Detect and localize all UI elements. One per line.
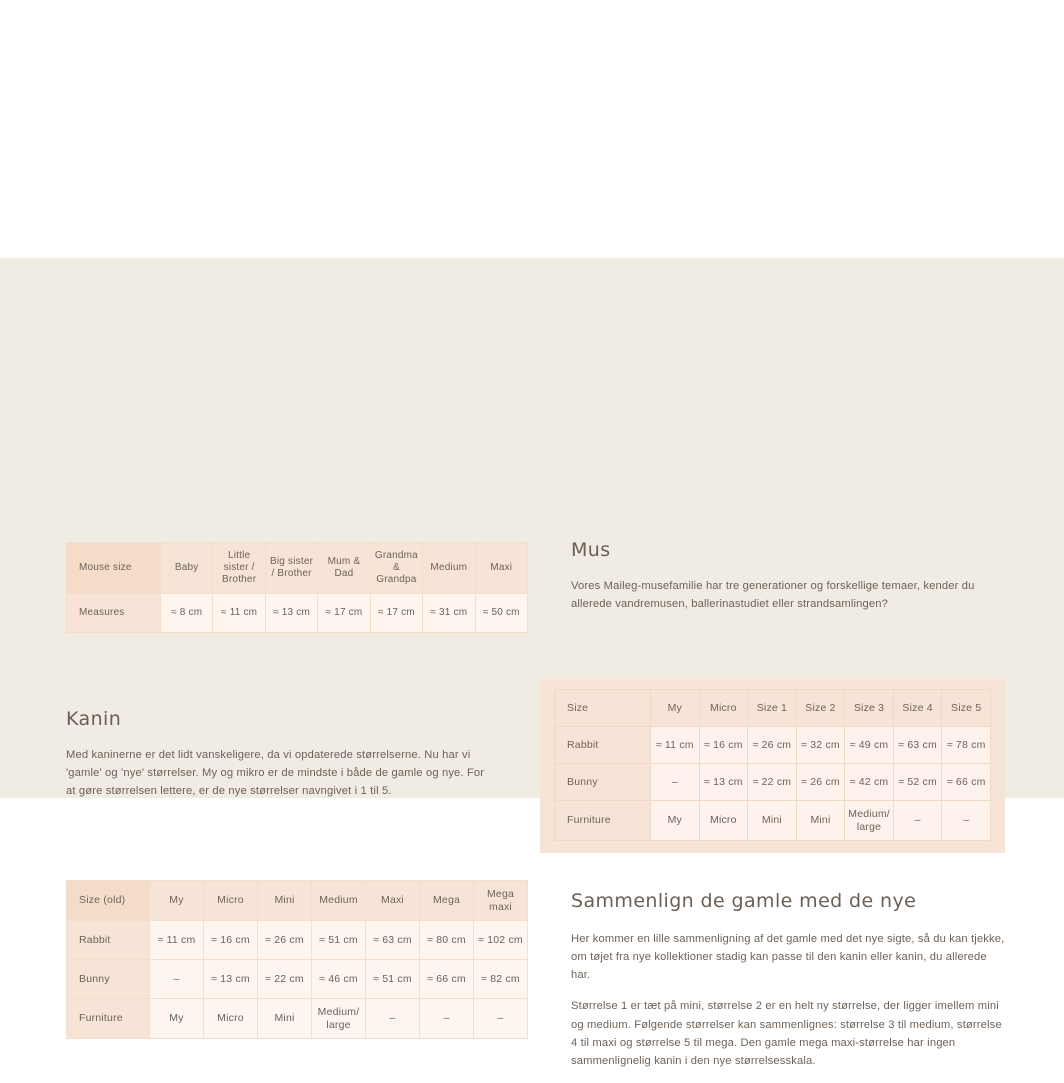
new-rabbit-size-table — [554, 689, 991, 841]
table-cell: ≈ 80 cm — [420, 921, 474, 960]
mouse-section-title: Mus — [571, 539, 611, 561]
table-cell: ≈ 102 cm — [474, 921, 528, 960]
table-header-cell: Size (old) — [67, 881, 150, 921]
table-header-cell: My — [150, 881, 204, 921]
table-row-header: Bunny — [555, 764, 651, 801]
table-cell: ≈ 46 cm — [312, 960, 366, 999]
table-cell: ≈ 82 cm — [474, 960, 528, 999]
table-header-cell: Maxi — [475, 543, 527, 594]
mouse-section — [571, 539, 991, 626]
table-header-cell: Size 2 — [796, 690, 845, 727]
table-row-header: Bunny — [67, 960, 150, 999]
mouse-size-table — [66, 542, 528, 633]
table-cell: – — [651, 764, 700, 801]
table-cell: – — [893, 801, 942, 841]
table-row — [67, 921, 528, 960]
table-cell: ≈ 26 cm — [258, 921, 312, 960]
table-header-cell: Baby — [161, 543, 213, 594]
table-header-cell: Little sister / Brother — [213, 543, 265, 594]
table-cell: ≈ 66 cm — [420, 960, 474, 999]
mouse-size-table-wrapper — [66, 542, 528, 633]
table-cell: ≈ 26 cm — [748, 727, 797, 764]
table-cell: ≈ 31 cm — [423, 594, 475, 633]
table-row — [555, 690, 991, 727]
rabbit-section — [66, 708, 496, 813]
table-header-cell: Mega — [420, 881, 474, 921]
table-cell: – — [474, 999, 528, 1039]
table-header-cell: Size 1 — [748, 690, 797, 727]
table-cell: ≈ 11 cm — [213, 594, 265, 633]
table-cell: ≈ 11 cm — [150, 921, 204, 960]
table-row-header: Furniture — [555, 801, 651, 841]
table-cell: ≈ 26 cm — [796, 764, 845, 801]
table-header-cell: Mouse size — [67, 543, 161, 594]
table-cell: ≈ 22 cm — [748, 764, 797, 801]
table-cell: Mini — [258, 999, 312, 1039]
table-cell: ≈ 17 cm — [370, 594, 422, 633]
table-header-cell: Micro — [204, 881, 258, 921]
table-cell: ≈ 11 cm — [651, 727, 700, 764]
table-cell: Mini — [748, 801, 797, 841]
table-header-cell: Maxi — [366, 881, 420, 921]
table-cell: Medium/ large — [845, 801, 894, 841]
table-header-cell: Big sister / Brother — [265, 543, 317, 594]
table-row-header: Measures — [67, 594, 161, 633]
table-cell: ≈ 13 cm — [699, 764, 748, 801]
table-row — [555, 801, 991, 841]
table-cell: ≈ 66 cm — [942, 764, 991, 801]
table-header-cell: My — [651, 690, 700, 727]
table-row — [555, 764, 991, 801]
table-header-cell: Mini — [258, 881, 312, 921]
table-header-cell: Micro — [699, 690, 748, 727]
table-cell: ≈ 52 cm — [893, 764, 942, 801]
table-row — [67, 543, 528, 594]
table-cell: – — [150, 960, 204, 999]
compare-section-paragraph-2: Størrelse 1 er tæt på mini, størrelse 2 er en helt ny størrelse, der ligger imellem mini og medium. Følgende størrelser kan sammenlignes: størrelse 3 til medium, størrelse 4 til maxi og størrelse 5 til mega. Den gamle mega maxi-størrelse har ingen sammenlignelig kanin i den nye størrelsesskala. — [571, 1000, 1002, 1067]
table-header-cell: Medium — [312, 881, 366, 921]
compare-section-paragraph-1: Her kommer en lille sammenligning af det gamle med det nye sigte, så du kan tjekke, om tøjet fra nye kollektioner stadig kan passe til den kanin eller kanin, du allerede har. — [571, 933, 1005, 982]
table-cell: ≈ 51 cm — [366, 960, 420, 999]
mouse-section-paragraph: Vores Maileg-musefamilie har tre generationer og forskellige temaer, kender du allerede vandremusen, ballerinastudiet eller strandsamlingen? — [571, 580, 975, 611]
table-row-header: Rabbit — [67, 921, 150, 960]
table-cell: ≈ 16 cm — [204, 921, 258, 960]
table-cell: ≈ 50 cm — [475, 594, 527, 633]
compare-section-title: Sammenlign de gamle med de nye — [571, 890, 917, 912]
table-header-cell: Size 4 — [893, 690, 942, 727]
table-cell: ≈ 63 cm — [366, 921, 420, 960]
old-rabbit-size-table-wrapper — [66, 880, 528, 1039]
table-header-cell: Medium — [423, 543, 475, 594]
document-page — [0, 258, 1064, 1067]
table-cell: ≈ 51 cm — [312, 921, 366, 960]
table-cell: Medium/ large — [312, 999, 366, 1039]
compare-section — [571, 890, 1007, 1083]
table-cell: ≈ 49 cm — [845, 727, 894, 764]
table-header-cell: Size — [555, 690, 651, 727]
table-cell: Mini — [796, 801, 845, 841]
table-cell: ≈ 63 cm — [893, 727, 942, 764]
table-cell: ≈ 78 cm — [942, 727, 991, 764]
table-header-cell: Grandma & Grandpa — [370, 543, 422, 594]
rabbit-section-title: Kanin — [66, 708, 122, 730]
new-rabbit-size-table-wrapper — [540, 679, 1005, 853]
table-header-cell: Mum & Dad — [318, 543, 370, 594]
table-row — [67, 960, 528, 999]
table-cell: Micro — [204, 999, 258, 1039]
table-row-header: Furniture — [67, 999, 150, 1039]
table-header-cell: Size 3 — [845, 690, 894, 727]
table-cell: – — [942, 801, 991, 841]
table-cell: My — [651, 801, 700, 841]
table-cell: ≈ 42 cm — [845, 764, 894, 801]
table-cell: ≈ 13 cm — [265, 594, 317, 633]
table-cell: ≈ 16 cm — [699, 727, 748, 764]
table-cell: – — [420, 999, 474, 1039]
table-row — [67, 999, 528, 1039]
table-row — [67, 594, 528, 633]
table-cell: ≈ 32 cm — [796, 727, 845, 764]
table-cell: Micro — [699, 801, 748, 841]
table-row-header: Rabbit — [555, 727, 651, 764]
table-cell: ≈ 8 cm — [161, 594, 213, 633]
table-row — [555, 727, 991, 764]
table-cell: ≈ 17 cm — [318, 594, 370, 633]
old-rabbit-size-table — [66, 880, 528, 1039]
table-cell: ≈ 22 cm — [258, 960, 312, 999]
table-header-cell: Mega maxi — [474, 881, 528, 921]
table-header-cell: Size 5 — [942, 690, 991, 727]
table-cell: – — [366, 999, 420, 1039]
table-cell: My — [150, 999, 204, 1039]
table-cell: ≈ 13 cm — [204, 960, 258, 999]
rabbit-section-paragraph: Med kaninerne er det lidt vanskeligere, da vi opdaterede størrelserne. Nu har vi 'gamle' og 'nye' størrelser. My og mikro er de mindste i både de gamle og nye. For at gøre størrelsen lettere, er de nye størrelser navngivet i 1 til 5. — [66, 749, 485, 798]
table-row — [67, 881, 528, 921]
